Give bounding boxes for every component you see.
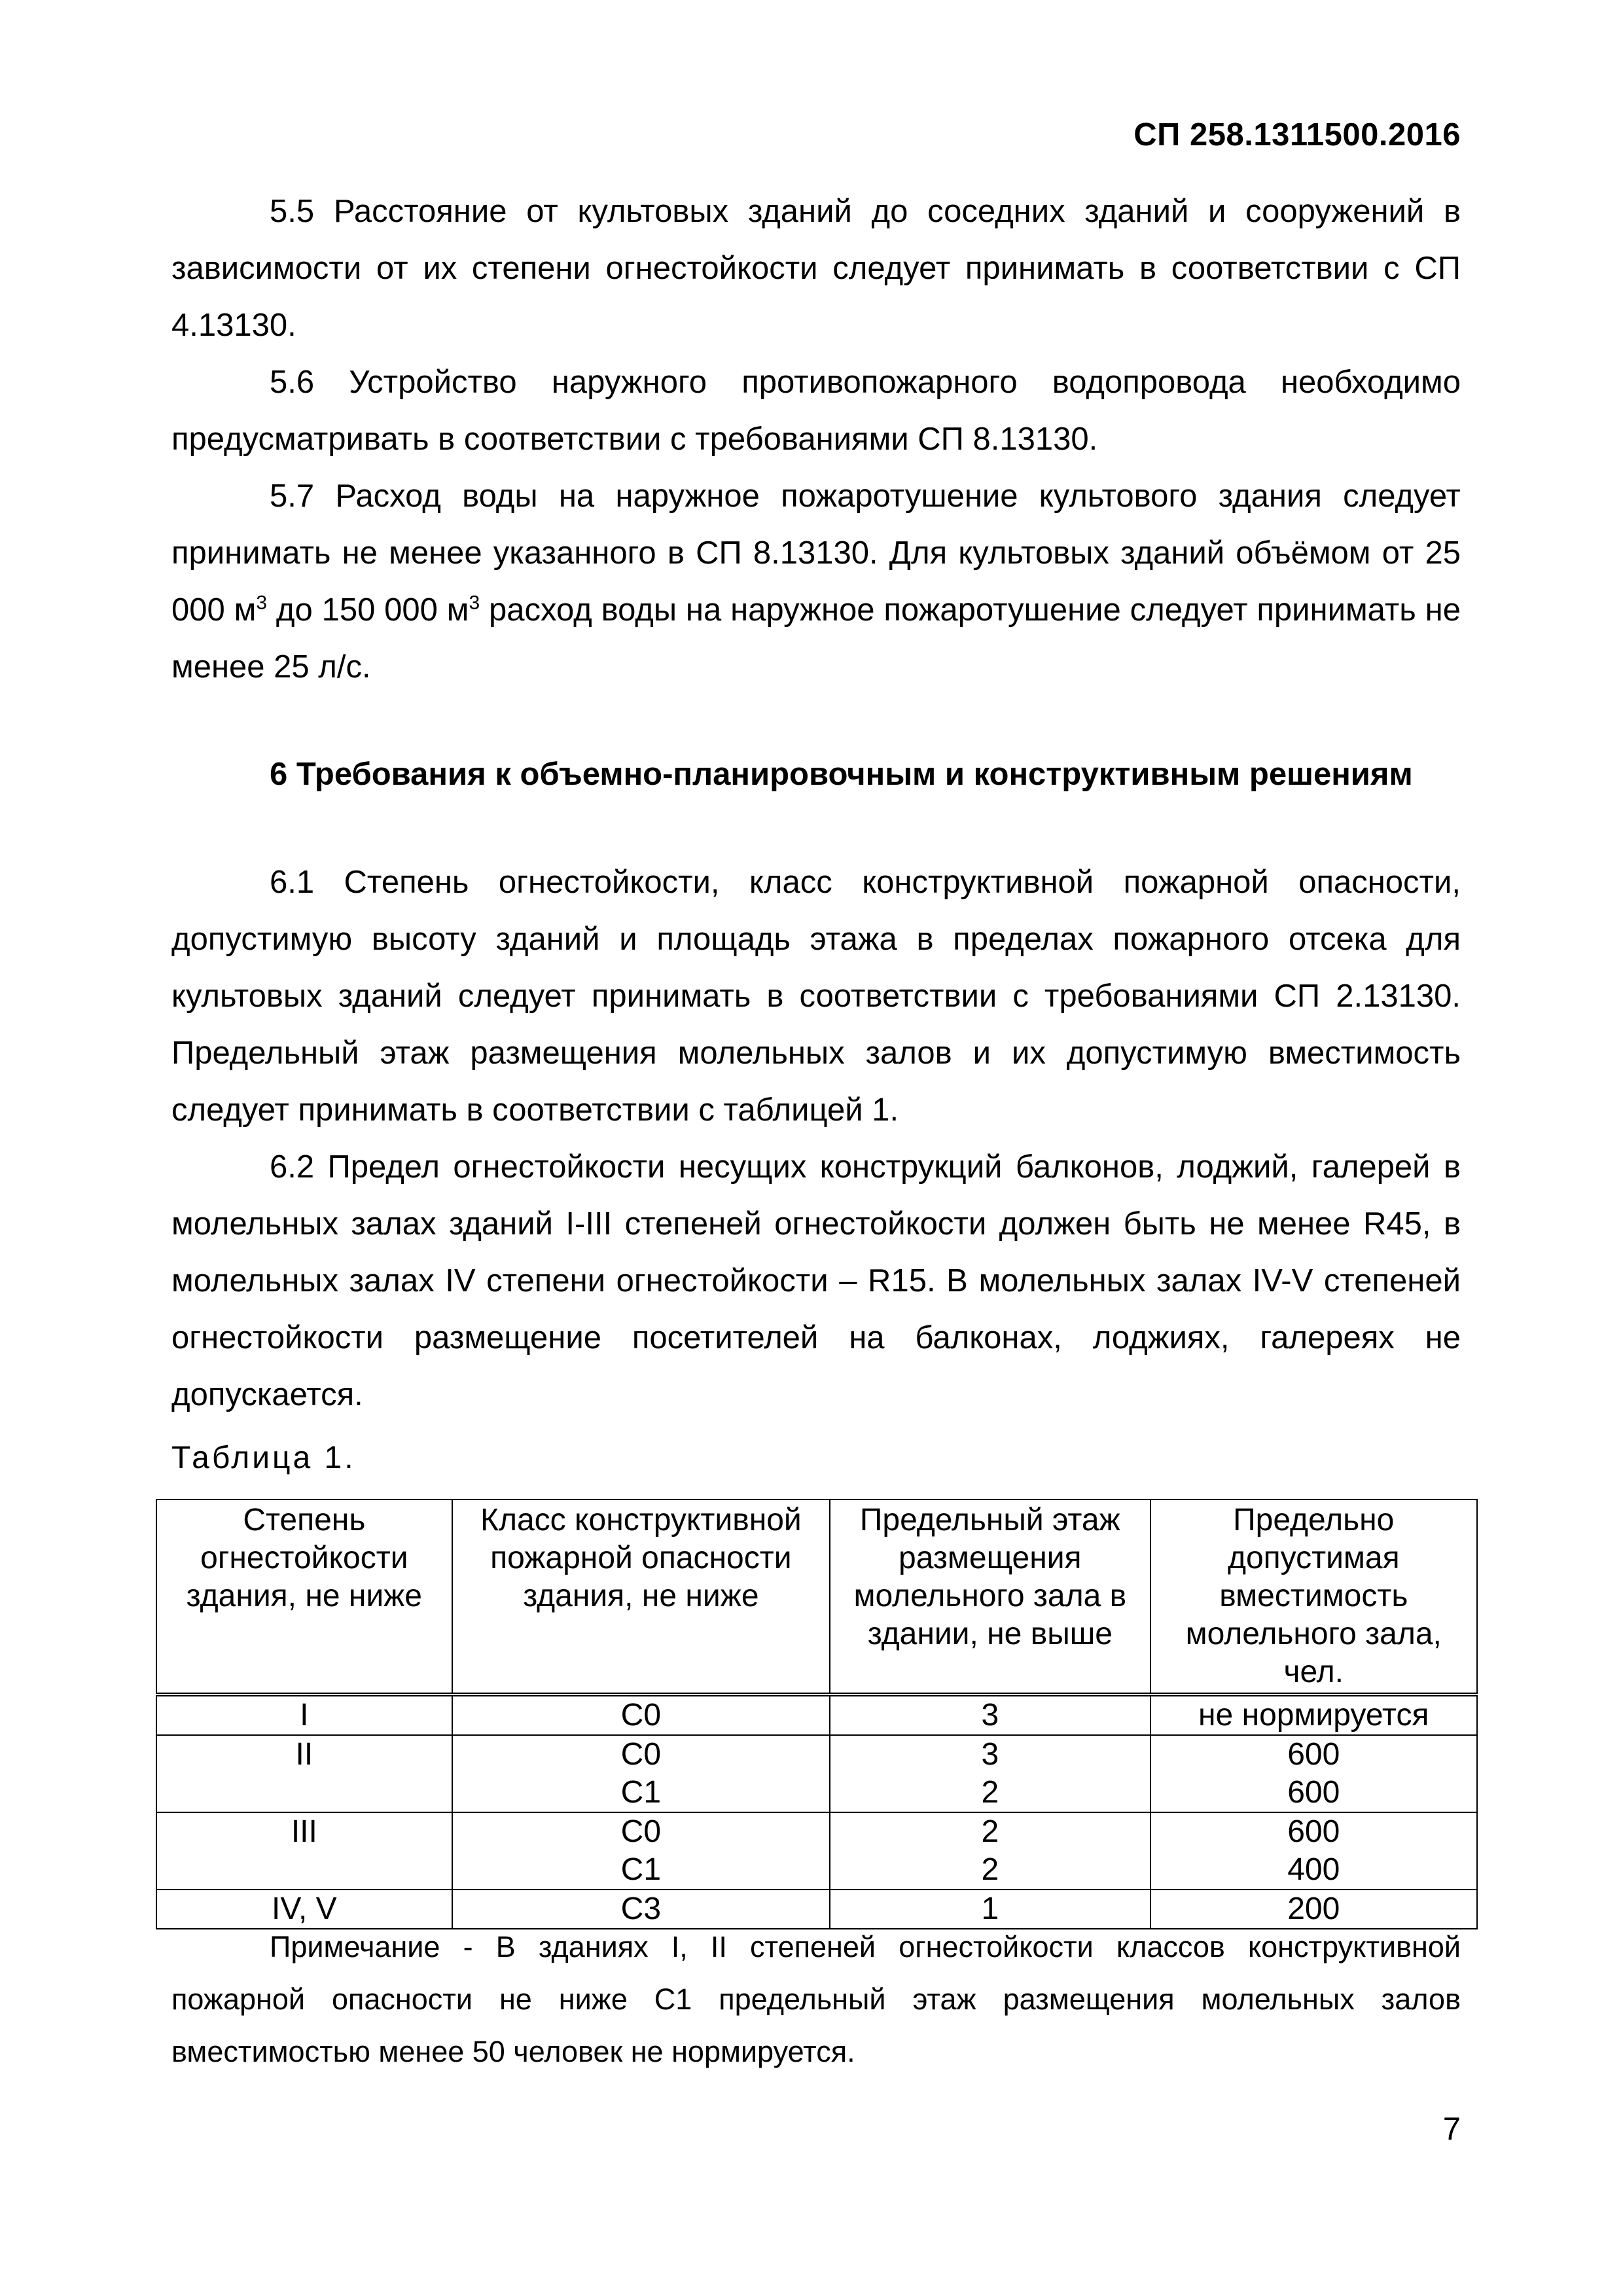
cell-capacity: 600: [1150, 1812, 1477, 1851]
cell-degree: [156, 1851, 452, 1890]
cell-degree: [156, 1774, 452, 1812]
cell-floor: 3: [830, 1695, 1150, 1735]
cell-floor: 1: [830, 1890, 1150, 1929]
cell-degree: IV, V: [156, 1890, 452, 1929]
cell-class: С0: [452, 1735, 830, 1774]
page-number: 7: [1442, 2111, 1461, 2147]
cell-capacity: не нормируется: [1150, 1695, 1477, 1735]
table-note: Примечание - В зданиях I, II степеней огнестойкости классов конструктивной пожарной опасности не ниже С1 предельный этаж размещения молельных залов вместимостью менее 50 человек не нормируется.: [171, 1930, 1461, 2068]
cell-capacity: 400: [1150, 1851, 1477, 1890]
table-caption: Таблица 1.: [171, 1441, 356, 1475]
paragraph-5-7-part-b: до 150 000 м: [267, 592, 469, 628]
table-row: [156, 1695, 1477, 1735]
cell-degree: III: [156, 1812, 452, 1851]
cell-floor: 3: [830, 1735, 1150, 1774]
cell-degree: II: [156, 1735, 452, 1774]
header-fire-hazard-class: Класс конструктивной пожарной опасности здания, не ниже: [452, 1499, 830, 1695]
cell-floor: 2: [830, 1812, 1150, 1851]
section-6-heading: 6 Требования к объемно-планировочным и конструктивным решениям: [270, 757, 1413, 792]
paragraph-6-2: 6.2 Предел огнестойкости несущих конструкций балконов, лоджий, галерей в молельных залах зданий I-III степеней огнестойкости должен быть не менее R45, в молельных залах IV степени огнестойкости – R15. В молельных залах IV-V степеней огнестойкости размещение посетителей на балконах, лоджиях, галереях не допускается.: [171, 1149, 1461, 1412]
cell-capacity: 600: [1150, 1735, 1477, 1774]
paragraph-6-1: 6.1 Степень огнестойкости, класс конструктивной пожарной опасности, допустимую высоту зданий и площадь этажа в пределах пожарного отсека для культовых зданий следует принимать в соответствии с требованиями СП 2.13130. Предельный этаж размещения молельных залов и их допустимую вместимость следует принимать в соответствии с таблицей 1.: [171, 865, 1461, 1128]
table-row: [156, 1851, 1477, 1890]
cell-capacity: 200: [1150, 1890, 1477, 1929]
section-6-text: [171, 854, 1461, 1424]
table-row: [156, 1774, 1477, 1812]
paragraph-5-5: 5.5 Расстояние от культовых зданий до соседних зданий и сооружений в зависимости от их степени огнестойкости следует принимать в соответствии с СП 4.13130.: [171, 194, 1461, 343]
cell-floor: 2: [830, 1774, 1150, 1812]
header-max-capacity: Предельно допустимая вместимость молельного зала, чел.: [1150, 1499, 1477, 1695]
cell-capacity: 600: [1150, 1774, 1477, 1812]
table-row: [156, 1812, 1477, 1851]
document-code: СП 258.1311500.2016: [1133, 117, 1461, 152]
cell-class: С1: [452, 1851, 830, 1890]
superscript-3: 3: [469, 592, 480, 614]
table-1: [156, 1499, 1478, 1929]
header-fire-resistance: Степень огнестойкости здания, не ниже: [156, 1499, 452, 1695]
paragraph-5-7: [171, 468, 1461, 696]
cell-class: С3: [452, 1890, 830, 1929]
superscript-3: 3: [256, 592, 267, 614]
cell-class: С0: [452, 1695, 830, 1735]
paragraph-5-6: 5.6 Устройство наружного противопожарного водопровода необходимо предусматривать в соответствии с требованиями СП 8.13130.: [171, 365, 1461, 457]
cell-class: С1: [452, 1774, 830, 1812]
table-row: [156, 1735, 1477, 1774]
cell-class: С0: [452, 1812, 830, 1851]
table-header-row: [156, 1499, 1477, 1695]
paragraph-5-7-part-a: 5.7 Расход воды на наружное пожаротушение культового здания следует принимать не менее указанного в СП 8.13130. Для культовых зданий объёмом от 25 000 м: [171, 478, 1461, 628]
paragraph-5-7-part-c: расход воды на наружное пожаротушение следует принимать не менее 25 л/с.: [171, 592, 1461, 685]
cell-degree: I: [156, 1695, 452, 1735]
header-max-floor: Предельный этаж размещения молельного зала в здании, не выше: [830, 1499, 1150, 1695]
section-5-text: [171, 183, 1461, 696]
cell-floor: 2: [830, 1851, 1150, 1890]
